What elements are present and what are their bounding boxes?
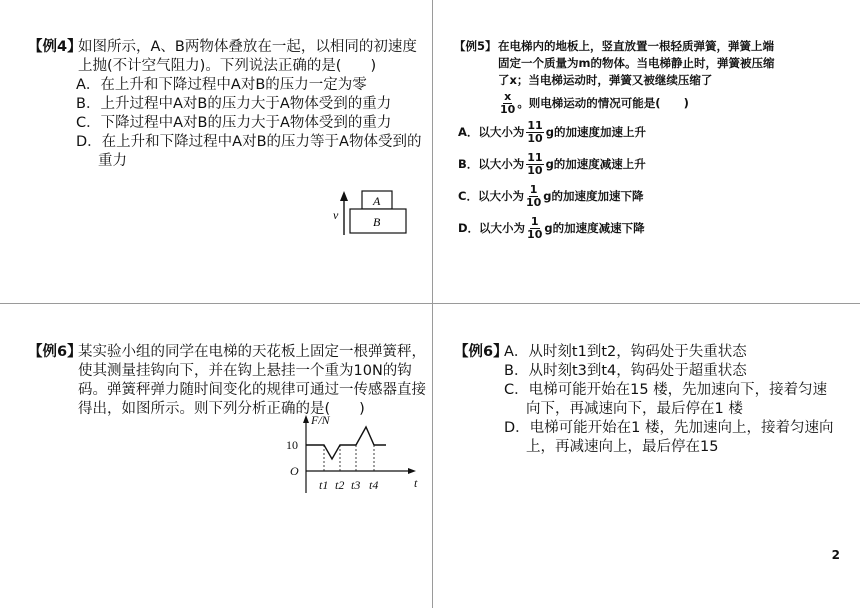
- force-time-graph: [28, 411, 428, 501]
- x-tick-t1: t1: [319, 478, 329, 492]
- example-5-option-c: C．以大小为 $\frac{1}{10}$ g的加速度加速下降: [458, 182, 644, 209]
- example-5-panel: [454, 38, 784, 244]
- example-6-panel: [28, 343, 428, 501]
- example-6-option-a: A．从时刻t1到t2，钩码处于失重状态: [504, 344, 747, 360]
- fraction-denominator: 10: [500, 103, 516, 116]
- example-5-question: [454, 38, 784, 116]
- example-5-option-d: D．以大小为 $\frac{1}{10}$ g的加速度减速下降: [458, 214, 645, 241]
- example-6-question: [28, 343, 428, 419]
- velocity-label: v: [333, 208, 339, 222]
- example-4-panel: [28, 38, 428, 235]
- y-tick-10: 10: [286, 438, 298, 452]
- example-4-question: [28, 38, 428, 76]
- example-6-tag: 【例6】: [28, 344, 82, 360]
- vertical-divider: [432, 0, 433, 608]
- block-b-label: B: [373, 215, 381, 229]
- example-5-tag: 【例5】: [454, 39, 497, 53]
- block-a-label: A: [373, 194, 381, 208]
- example-4-options: [28, 76, 428, 171]
- horizontal-divider: [0, 303, 860, 304]
- y-axis-label: F/N: [311, 413, 330, 427]
- page-number: 2: [831, 548, 840, 562]
- example-6-option-c: C．电梯可能开始在15 楼，先加速向下，接着匀速向下，再减速向下，最后停在1 楼: [504, 382, 828, 417]
- example-5-options: [454, 116, 784, 244]
- velocity-arrowhead: [340, 191, 348, 201]
- example-6-stem: 某实验小组的同学在电梯的天花板上固定一根弹簧秤，使其测量挂钩向下，并在钩上悬挂一个重为10N的钩码。弹簧秤弹力随时间变化的规律可通过一传感器直接得出，如图所示。则下列分析正确的是( ): [78, 344, 426, 417]
- example-5-stem: 在电梯内的地板上，竖直放置一根轻质弹簧，弹簧上端固定一个质量为m的物体。当电梯静止时，弹簧被压缩了x；当电梯运动时，弹簧又被继续压缩了: [498, 39, 775, 87]
- example-4-option-c: C．下降过程中A对B的压力大于A物体受到的重力: [76, 115, 392, 131]
- x-tick-t4: t4: [369, 478, 379, 492]
- example-4-option-d: D．在上升和下降过程中A对B的压力等于A物体受到的重力: [76, 134, 422, 169]
- x-axis-arrowhead: [408, 468, 416, 474]
- example-4-option-b: B．上升过程中A对B的压力大于A物体受到的重力: [76, 96, 392, 112]
- example-6-option-d: D．电梯可能开始在1 楼，先加速向上，接着匀速向上，再减速向上，最后停在15: [504, 420, 834, 455]
- example-5-option-b: B．以大小为 $\frac{11}{10}$ g的加速度减速上升: [458, 150, 646, 177]
- x-tick-t3: t3: [351, 478, 361, 492]
- example-6-option-b: B．从时刻t3到t4，钩码处于超重状态: [504, 363, 747, 379]
- example-5-stem-end: 。则电梯运动的情况可能是( ): [517, 96, 689, 110]
- example-5-fraction: [500, 91, 515, 116]
- example-6-options-panel: [454, 343, 834, 457]
- example-4-option-a: A．在上升和下降过程中A对B的压力一定为零: [76, 77, 367, 93]
- x-tick-t2: t2: [335, 478, 345, 492]
- example-4-tag: 【例4】: [28, 39, 82, 55]
- x-axis-label: t: [414, 476, 418, 490]
- stacked-blocks-figure: [28, 175, 428, 235]
- origin-label: O: [290, 464, 299, 478]
- example-6-options-tag: 【例6】: [454, 344, 508, 360]
- example-6-options-block: [454, 343, 834, 457]
- example-4-stem: 如图所示，A、B两物体叠放在一起，以相同的初速度上抛(不计空气阻力)。下列说法正确的是( ): [78, 39, 417, 74]
- example-5-option-a: A．以大小为 $\frac{11}{10}$ g的加速度加速上升: [458, 118, 646, 145]
- fraction-numerator: x: [504, 90, 512, 103]
